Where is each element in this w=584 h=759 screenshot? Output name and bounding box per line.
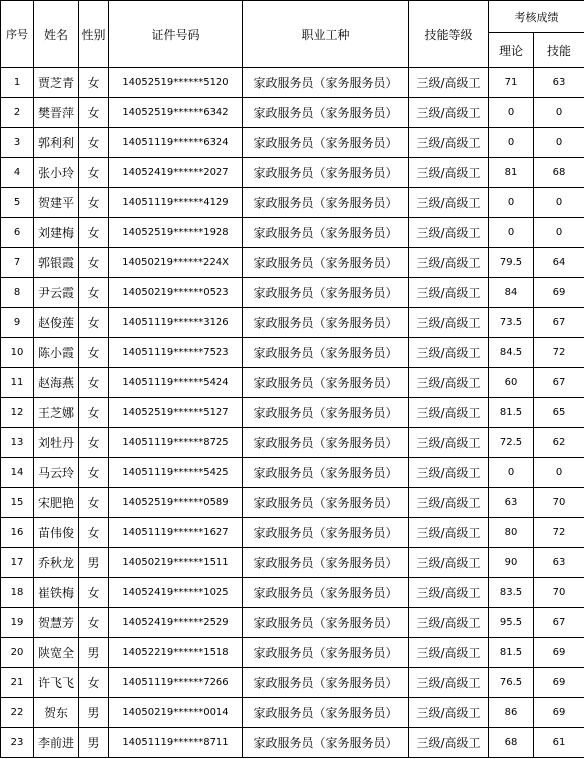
cell-theory-score: 0 — [489, 458, 534, 488]
table-row — [1, 218, 584, 248]
cell-sex: 男 — [79, 728, 109, 758]
cell-name: 赵海燕 — [34, 368, 79, 398]
cell-theory-score: 76.5 — [489, 668, 534, 698]
cell-theory-score: 63 — [489, 488, 534, 518]
cell-sex: 女 — [79, 248, 109, 278]
cell-skill-level: 三级/高级工 — [409, 458, 489, 488]
cell-skill-level: 三级/高级工 — [409, 728, 489, 758]
cell-job: 家政服务员（家务服务员） — [243, 488, 409, 518]
cell-no: 7 — [1, 248, 34, 278]
cell-job: 家政服务员（家务服务员） — [243, 698, 409, 728]
cell-job: 家政服务员（家务服务员） — [243, 308, 409, 338]
cell-id-number: 14051119******7523 — [109, 338, 243, 368]
cell-theory-score: 60 — [489, 368, 534, 398]
cell-no: 1 — [1, 68, 34, 98]
cell-skill-score: 67 — [534, 308, 584, 338]
cell-sex: 女 — [79, 608, 109, 638]
cell-id-number: 14051119******6324 — [109, 128, 243, 158]
table-row — [1, 668, 584, 698]
header-theory: 理论 — [489, 33, 534, 68]
cell-skill-level: 三级/高级工 — [409, 278, 489, 308]
cell-theory-score: 0 — [489, 188, 534, 218]
cell-skill-level: 三级/高级工 — [409, 638, 489, 668]
cell-id-number: 14052519******5120 — [109, 68, 243, 98]
cell-theory-score: 71 — [489, 68, 534, 98]
cell-name: 贾芝青 — [34, 68, 79, 98]
cell-job: 家政服务员（家务服务员） — [243, 578, 409, 608]
header-skill: 技能 — [534, 33, 584, 68]
table-row — [1, 338, 584, 368]
cell-id-number: 14052519******5127 — [109, 398, 243, 428]
cell-sex: 男 — [79, 548, 109, 578]
cell-id-number: 14051119******3126 — [109, 308, 243, 338]
cell-sex: 女 — [79, 158, 109, 188]
cell-job: 家政服务员（家务服务员） — [243, 548, 409, 578]
cell-name: 郭银霞 — [34, 248, 79, 278]
cell-job: 家政服务员（家务服务员） — [243, 518, 409, 548]
cell-id-number: 14052219******1518 — [109, 638, 243, 668]
cell-name: 陈小霞 — [34, 338, 79, 368]
cell-skill-score: 69 — [534, 638, 584, 668]
cell-sex: 女 — [79, 68, 109, 98]
table-row — [1, 188, 584, 218]
cell-theory-score: 73.5 — [489, 308, 534, 338]
header-no: 序号 — [1, 1, 34, 68]
table-row — [1, 248, 584, 278]
cell-skill-level: 三级/高级工 — [409, 698, 489, 728]
cell-no: 5 — [1, 188, 34, 218]
cell-no: 16 — [1, 518, 34, 548]
cell-name: 马云玲 — [34, 458, 79, 488]
cell-skill-level: 三级/高级工 — [409, 428, 489, 458]
cell-sex: 女 — [79, 488, 109, 518]
cell-sex: 女 — [79, 428, 109, 458]
cell-job: 家政服务员（家务服务员） — [243, 98, 409, 128]
cell-job: 家政服务员（家务服务员） — [243, 338, 409, 368]
cell-skill-score: 61 — [534, 728, 584, 758]
cell-skill-level: 三级/高级工 — [409, 518, 489, 548]
cell-skill-score: 69 — [534, 278, 584, 308]
cell-id-number: 14051119******7266 — [109, 668, 243, 698]
cell-sex: 女 — [79, 218, 109, 248]
cell-skill-level: 三级/高级工 — [409, 68, 489, 98]
cell-name: 乔秋龙 — [34, 548, 79, 578]
cell-id-number: 14050219******0014 — [109, 698, 243, 728]
cell-name: 赵俊莲 — [34, 308, 79, 338]
cell-skill-score: 69 — [534, 698, 584, 728]
table-row — [1, 728, 584, 758]
cell-job: 家政服务员（家务服务员） — [243, 398, 409, 428]
cell-no: 12 — [1, 398, 34, 428]
table-row — [1, 578, 584, 608]
cell-job: 家政服务员（家务服务员） — [243, 458, 409, 488]
cell-theory-score: 95.5 — [489, 608, 534, 638]
table-row — [1, 608, 584, 638]
cell-skill-level: 三级/高级工 — [409, 188, 489, 218]
cell-skill-score: 70 — [534, 578, 584, 608]
cell-no: 10 — [1, 338, 34, 368]
table-row — [1, 278, 584, 308]
cell-id-number: 14050219******224X — [109, 248, 243, 278]
cell-skill-level: 三级/高级工 — [409, 158, 489, 188]
header-sex: 性别 — [79, 1, 109, 68]
cell-theory-score: 81 — [489, 158, 534, 188]
cell-no: 9 — [1, 308, 34, 338]
table-row — [1, 428, 584, 458]
cell-id-number: 14051119******5424 — [109, 368, 243, 398]
cell-job: 家政服务员（家务服务员） — [243, 728, 409, 758]
cell-sex: 女 — [79, 278, 109, 308]
cell-theory-score: 84.5 — [489, 338, 534, 368]
cell-skill-level: 三级/高级工 — [409, 668, 489, 698]
cell-sex: 女 — [79, 578, 109, 608]
cell-no: 3 — [1, 128, 34, 158]
cell-skill-level: 三级/高级工 — [409, 128, 489, 158]
cell-no: 21 — [1, 668, 34, 698]
cell-id-number: 14050219******0523 — [109, 278, 243, 308]
cell-id-number: 14052519******1928 — [109, 218, 243, 248]
cell-job: 家政服务员（家务服务员） — [243, 68, 409, 98]
table-row — [1, 128, 584, 158]
cell-id-number: 14051119******8711 — [109, 728, 243, 758]
cell-skill-score: 65 — [534, 398, 584, 428]
cell-skill-score: 0 — [534, 98, 584, 128]
cell-theory-score: 0 — [489, 218, 534, 248]
cell-skill-level: 三级/高级工 — [409, 398, 489, 428]
cell-sex: 女 — [79, 98, 109, 128]
cell-id-number: 14052519******6342 — [109, 98, 243, 128]
cell-job: 家政服务员（家务服务员） — [243, 158, 409, 188]
header-name: 姓名 — [34, 1, 79, 68]
cell-name: 尹云霞 — [34, 278, 79, 308]
cell-sex: 女 — [79, 368, 109, 398]
cell-job: 家政服务员（家务服务员） — [243, 188, 409, 218]
cell-theory-score: 72.5 — [489, 428, 534, 458]
cell-no: 8 — [1, 278, 34, 308]
cell-skill-level: 三级/高级工 — [409, 218, 489, 248]
cell-sex: 女 — [79, 668, 109, 698]
cell-name: 郭利利 — [34, 128, 79, 158]
cell-theory-score: 68 — [489, 728, 534, 758]
cell-skill-level: 三级/高级工 — [409, 608, 489, 638]
cell-sex: 女 — [79, 458, 109, 488]
cell-sex: 女 — [79, 518, 109, 548]
cell-skill-score: 72 — [534, 338, 584, 368]
cell-name: 刘建梅 — [34, 218, 79, 248]
cell-skill-level: 三级/高级工 — [409, 338, 489, 368]
cell-skill-score: 63 — [534, 548, 584, 578]
cell-job: 家政服务员（家务服务员） — [243, 608, 409, 638]
cell-theory-score: 83.5 — [489, 578, 534, 608]
cell-skill-level: 三级/高级工 — [409, 548, 489, 578]
cell-name: 樊晋萍 — [34, 98, 79, 128]
cell-no: 22 — [1, 698, 34, 728]
cell-no: 4 — [1, 158, 34, 188]
cell-no: 11 — [1, 368, 34, 398]
cell-no: 13 — [1, 428, 34, 458]
cell-name: 刘牡丹 — [34, 428, 79, 458]
table-row — [1, 518, 584, 548]
cell-theory-score: 86 — [489, 698, 534, 728]
cell-name: 崔铁梅 — [34, 578, 79, 608]
cell-skill-level: 三级/高级工 — [409, 308, 489, 338]
cell-skill-score: 68 — [534, 158, 584, 188]
header-job: 职业工种 — [243, 1, 409, 68]
cell-skill-score: 72 — [534, 518, 584, 548]
cell-id-number: 14051119******1627 — [109, 518, 243, 548]
cell-job: 家政服务员（家务服务员） — [243, 668, 409, 698]
cell-id-number: 14052419******2529 — [109, 608, 243, 638]
cell-skill-score: 0 — [534, 188, 584, 218]
table-row — [1, 98, 584, 128]
cell-no: 23 — [1, 728, 34, 758]
table-row — [1, 458, 584, 488]
cell-name: 李前进 — [34, 728, 79, 758]
cell-skill-level: 三级/高级工 — [409, 248, 489, 278]
table-row — [1, 698, 584, 728]
table-row — [1, 398, 584, 428]
cell-sex: 女 — [79, 308, 109, 338]
cell-id-number: 14051119******8725 — [109, 428, 243, 458]
cell-skill-score: 70 — [534, 488, 584, 518]
cell-name: 王芝娜 — [34, 398, 79, 428]
cell-skill-score: 0 — [534, 128, 584, 158]
cell-sex: 女 — [79, 338, 109, 368]
table-row — [1, 158, 584, 188]
cell-skill-level: 三级/高级工 — [409, 368, 489, 398]
cell-theory-score: 79.5 — [489, 248, 534, 278]
cell-theory-score: 80 — [489, 518, 534, 548]
cell-skill-score: 0 — [534, 218, 584, 248]
cell-name: 苗伟俊 — [34, 518, 79, 548]
cell-sex: 女 — [79, 188, 109, 218]
cell-sex: 女 — [79, 128, 109, 158]
table-header — [1, 1, 584, 68]
cell-job: 家政服务员（家务服务员） — [243, 638, 409, 668]
cell-job: 家政服务员（家务服务员） — [243, 218, 409, 248]
cell-skill-level: 三级/高级工 — [409, 98, 489, 128]
table-row — [1, 638, 584, 668]
table-row — [1, 548, 584, 578]
cell-id-number: 14052519******0589 — [109, 488, 243, 518]
cell-theory-score: 0 — [489, 98, 534, 128]
table-body — [1, 68, 584, 758]
cell-id-number: 14051119******5425 — [109, 458, 243, 488]
cell-no: 14 — [1, 458, 34, 488]
cell-id-number: 14052419******1025 — [109, 578, 243, 608]
cell-theory-score: 84 — [489, 278, 534, 308]
cell-name: 宋肥艳 — [34, 488, 79, 518]
table-row — [1, 308, 584, 338]
cell-no: 6 — [1, 218, 34, 248]
cell-no: 17 — [1, 548, 34, 578]
cell-id-number: 14051119******4129 — [109, 188, 243, 218]
cell-name: 张小玲 — [34, 158, 79, 188]
cell-job: 家政服务员（家务服务员） — [243, 428, 409, 458]
cell-skill-level: 三级/高级工 — [409, 578, 489, 608]
cell-theory-score: 90 — [489, 548, 534, 578]
cell-id-number: 14050219******1511 — [109, 548, 243, 578]
cell-skill-score: 64 — [534, 248, 584, 278]
cell-no: 18 — [1, 578, 34, 608]
cell-skill-score: 0 — [534, 458, 584, 488]
cell-theory-score: 0 — [489, 128, 534, 158]
cell-no: 15 — [1, 488, 34, 518]
table-row — [1, 368, 584, 398]
table-row — [1, 488, 584, 518]
table-row — [1, 68, 584, 98]
cell-name: 贺慧芳 — [34, 608, 79, 638]
cell-theory-score: 81.5 — [489, 638, 534, 668]
cell-sex: 男 — [79, 638, 109, 668]
cell-sex: 女 — [79, 398, 109, 428]
cell-name: 许飞飞 — [34, 668, 79, 698]
cell-skill-score: 69 — [534, 668, 584, 698]
cell-skill-score: 67 — [534, 368, 584, 398]
header-id: 证件号码 — [109, 1, 243, 68]
cell-name: 贺建平 — [34, 188, 79, 218]
cell-skill-score: 63 — [534, 68, 584, 98]
header-level: 技能等级 — [409, 1, 489, 68]
cell-name: 贺东 — [34, 698, 79, 728]
cell-sex: 男 — [79, 698, 109, 728]
cell-job: 家政服务员（家务服务员） — [243, 368, 409, 398]
cell-job: 家政服务员（家务服务员） — [243, 278, 409, 308]
cell-name: 陕宽全 — [34, 638, 79, 668]
cell-theory-score: 81.5 — [489, 398, 534, 428]
cell-job: 家政服务员（家务服务员） — [243, 128, 409, 158]
cell-id-number: 14052419******2027 — [109, 158, 243, 188]
cell-no: 20 — [1, 638, 34, 668]
cell-skill-score: 67 — [534, 608, 584, 638]
cell-no: 2 — [1, 98, 34, 128]
cell-skill-score: 62 — [534, 428, 584, 458]
cell-skill-level: 三级/高级工 — [409, 488, 489, 518]
cell-job: 家政服务员（家务服务员） — [243, 248, 409, 278]
header-score-group: 考核成绩 — [489, 1, 584, 33]
cell-no: 19 — [1, 608, 34, 638]
